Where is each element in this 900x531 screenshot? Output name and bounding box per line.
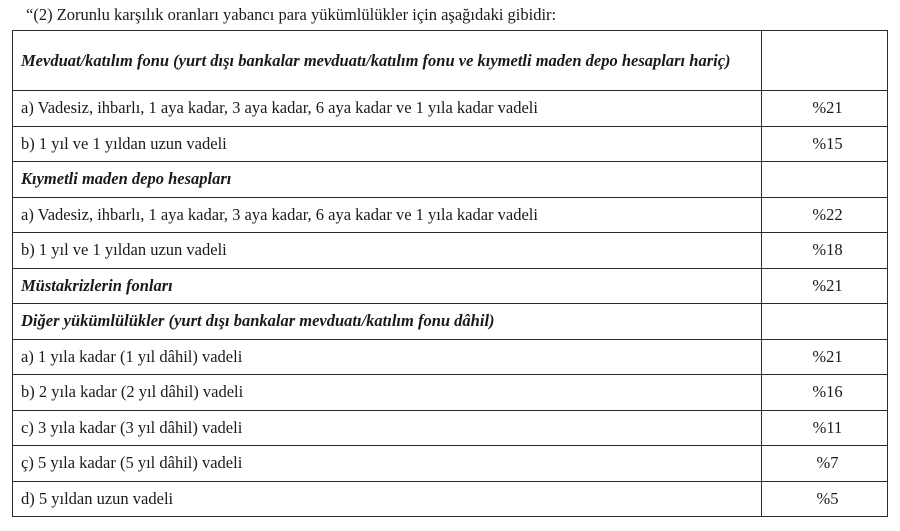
reserve-ratio-table (12, 30, 888, 517)
row-rate: %21 (762, 339, 888, 375)
intro-text: “(2) Zorunlu karşılık oranları yabancı para yükümlülükler için aşağıdaki gibidir: (26, 5, 557, 24)
row-rate: %15 (762, 126, 888, 162)
row-rate (762, 31, 888, 91)
row-rate: %21 (762, 268, 888, 304)
table-row (13, 339, 888, 375)
row-label: Kıymetli maden depo hesapları (13, 162, 762, 198)
row-label: ç) 5 yıla kadar (5 yıl dâhil) vadeli (13, 446, 762, 482)
row-rate: %21 (762, 91, 888, 127)
table-row (13, 91, 888, 127)
row-label: b) 1 yıl ve 1 yıldan uzun vadeli (13, 233, 762, 269)
table-row (13, 233, 888, 269)
table-row (13, 197, 888, 233)
row-label: Müstakrizlerin fonları (13, 268, 762, 304)
row-rate: %7 (762, 446, 888, 482)
table-row (13, 126, 888, 162)
row-rate: %5 (762, 481, 888, 517)
table-row (13, 304, 888, 340)
row-label: Diğer yükümlülükler (yurt dışı bankalar mevduatı/katılım fonu dâhil) (13, 304, 762, 340)
row-label: c) 3 yıla kadar (3 yıl dâhil) vadeli (13, 410, 762, 446)
row-rate: %22 (762, 197, 888, 233)
row-label: a) 1 yıla kadar (1 yıl dâhil) vadeli (13, 339, 762, 375)
row-label: b) 2 yıla kadar (2 yıl dâhil) vadeli (13, 375, 762, 411)
row-label: a) Vadesiz, ihbarlı, 1 aya kadar, 3 aya kadar, 6 aya kadar ve 1 yıla kadar vadeli (13, 91, 762, 127)
table-row (13, 375, 888, 411)
row-label: d) 5 yıldan uzun vadeli (13, 481, 762, 517)
row-rate: %11 (762, 410, 888, 446)
table-row (13, 268, 888, 304)
table-row (13, 31, 888, 91)
table-row (13, 481, 888, 517)
row-rate (762, 162, 888, 198)
row-rate: %18 (762, 233, 888, 269)
table-row (13, 162, 888, 198)
table-row (13, 446, 888, 482)
table-row (13, 410, 888, 446)
row-rate: %16 (762, 375, 888, 411)
row-rate (762, 304, 888, 340)
row-label: Mevduat/katılım fonu (yurt dışı bankalar mevduatı/katılım fonu ve kıymetli maden depo hesapları hariç) (13, 31, 762, 91)
row-label: a) Vadesiz, ihbarlı, 1 aya kadar, 3 aya kadar, 6 aya kadar ve 1 yıla kadar vadeli (13, 197, 762, 233)
row-label: b) 1 yıl ve 1 yıldan uzun vadeli (13, 126, 762, 162)
